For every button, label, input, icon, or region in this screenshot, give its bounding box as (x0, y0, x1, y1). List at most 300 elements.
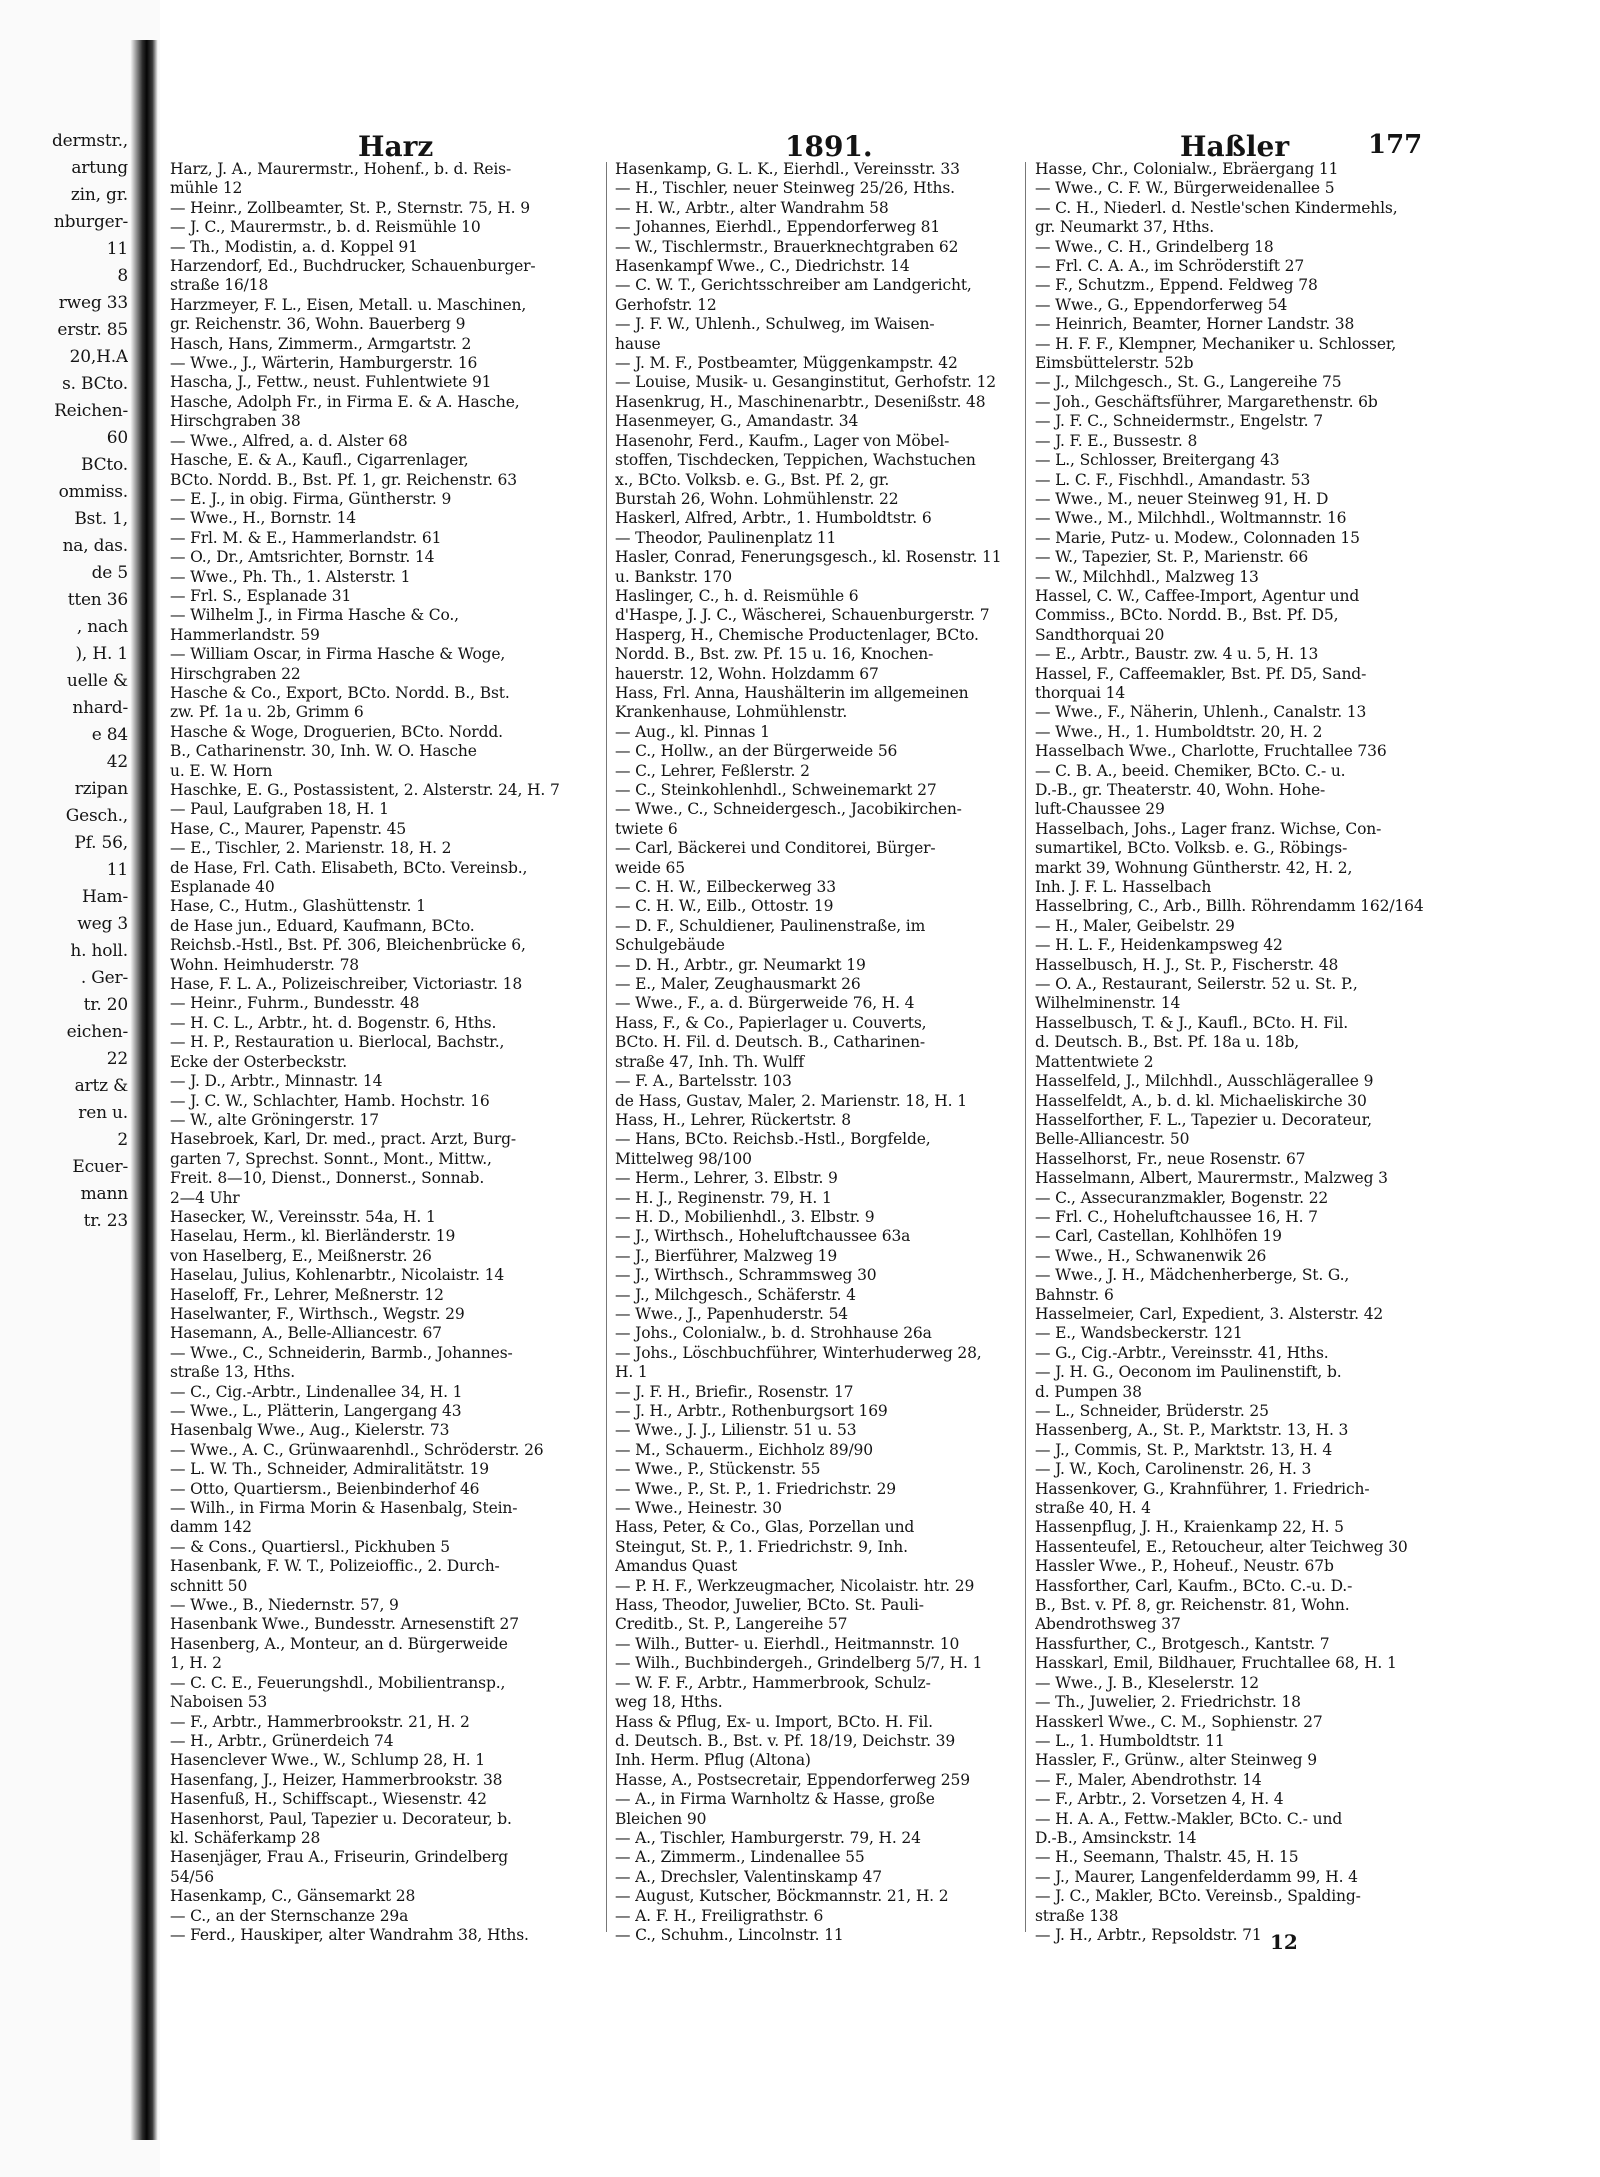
directory-entry: Steingut, St. P., 1. Friedrichstr. 9, Inh. (615, 1537, 908, 1556)
directory-entry: — O. A., Restaurant, Seilerstr. 52 u. St. P., (1035, 975, 1358, 994)
gutter-fragment: BCto. (81, 455, 128, 475)
directory-entry: Hasenkamp, G. L. K., Eierhdl., Vereinsstr. 33 (615, 160, 960, 178)
directory-entry: Hassler, F., Grünw., alter Steinweg 9 (1035, 1751, 1317, 1770)
directory-entry: Harz, J. A., Maurermstr., Hohenf., b. d. Reis- (170, 160, 512, 178)
directory-entry: — A., in Firma Warnholtz & Hasse, große (615, 1790, 935, 1809)
directory-entry: — Wwe., M., Milchhdl., Woltmannstr. 16 (1035, 509, 1347, 528)
directory-entry: — Hans, BCto. Reichsb.-Hstl., Borgfelde, (615, 1130, 931, 1149)
gutter-fragment: uelle & (66, 671, 128, 691)
directory-entry: von Haselberg, E., Meißnerstr. 26 (170, 1246, 432, 1265)
gutter-fragment: nhard- (72, 698, 128, 718)
directory-entry: — Wwe., F., a. d. Bürgerweide 76, H. 4 (615, 994, 915, 1013)
directory-entry: — W., Tapezier, St. P., Marienstr. 66 (1035, 548, 1309, 567)
directory-entry: — Wwe., J., Papenhuderstr. 54 (615, 1304, 849, 1323)
running-head-year: 1891. (785, 130, 873, 163)
gutter-fragment: 20,H.A (69, 347, 128, 367)
directory-entry: — J. W., Koch, Carolinenstr. 26, H. 3 (1035, 1460, 1312, 1479)
directory-entry: — A. F. H., Freiligrathstr. 6 (615, 1906, 824, 1925)
directory-entry: — Louise, Musik- u. Gesanginstitut, Gerhofstr. 12 (615, 373, 997, 392)
directory-entry: Hass, F., & Co., Papierlager u. Couverts, (615, 1013, 927, 1032)
directory-entry: — E., Tischler, 2. Marienstr. 18, H. 2 (170, 839, 452, 858)
directory-entry: d. Pumpen 38 (1035, 1382, 1142, 1401)
directory-entry: Hasenjäger, Frau A., Friseurin, Grindelberg (170, 1848, 509, 1867)
directory-entry: — H. A. A., Fettw.-Makler, BCto. C.- und (1035, 1809, 1343, 1828)
directory-entry: Wohn. Heimhuderstr. 78 (170, 955, 360, 974)
directory-entry: weg 18, Hths. (615, 1693, 723, 1712)
directory-entry: straße 40, H. 4 (1035, 1499, 1151, 1518)
gutter-fragment: tr. 23 (83, 1211, 128, 1231)
directory-entry: — W. F. F., Arbtr., Hammerbrook, Schulz- (615, 1673, 931, 1692)
directory-entry: — J., Bierführer, Malzweg 19 (615, 1246, 838, 1265)
gutter-fragment: tten 36 (67, 590, 128, 610)
directory-entry: Hasselbach, Johs., Lager franz. Wichse, Con- (1035, 819, 1382, 838)
directory-entry: — J. C., Makler, BCto. Vereinsb., Spalding- (1035, 1887, 1361, 1906)
directory-entry: stoffen, Tischdecken, Teppichen, Wachstuchen (615, 451, 976, 470)
directory-entry: de Hase, Frl. Cath. Elisabeth, BCto. Vereinsb., (170, 858, 528, 877)
directory-entry: — Heinr., Fuhrm., Bundesstr. 48 (170, 994, 420, 1013)
directory-entry: — Th., Modistin, a. d. Koppel 91 (170, 237, 418, 256)
directory-entry: Hassfurther, C., Brotgesch., Kantstr. 7 (1035, 1634, 1330, 1653)
directory-entry: — J. D., Arbtr., Minnastr. 14 (170, 1072, 383, 1091)
gutter-fragment: rweg 33 (58, 293, 128, 313)
directory-entry: u. E. W. Horn (170, 761, 273, 780)
directory-entry: Hase, C., Hutm., Glashüttenstr. 1 (170, 897, 426, 916)
gutter-fragment: artung (71, 158, 128, 178)
directory-entry: Hasler, Conrad, Fenerungsgesch., kl. Rosenstr. 11 (615, 548, 1002, 567)
gutter-fragment: zin, gr. (70, 185, 128, 205)
gutter-fragment: erstr. 85 (57, 320, 128, 340)
directory-entry: Hassenberg, A., St. P., Marktstr. 13, H. 3 (1035, 1421, 1349, 1440)
directory-entry: Hasselbusch, H. J., St. P., Fischerstr. 48 (1035, 955, 1339, 974)
directory-entry: — J. F. C., Schneidermstr., Engelstr. 7 (1035, 412, 1323, 431)
directory-entry: — L. C. F., Fischhdl., Amandastr. 53 (1035, 470, 1311, 489)
gutter-fragment: 8 (117, 266, 128, 286)
gutter-fragment: h. holl. (70, 941, 128, 961)
directory-entry: weide 65 (615, 858, 685, 877)
gutter-fragment: dermstr., (51, 131, 128, 151)
directory-entry: Nordd. B., Bst. zw. Pf. 15 u. 16, Knochen- (615, 645, 934, 664)
directory-entry: Hasch, Hans, Zimmerm., Armgartstr. 2 (170, 334, 472, 353)
directory-entry: H. 1 (615, 1363, 648, 1382)
directory-entry: Harzmeyer, F. L., Eisen, Metall. u. Maschinen, (170, 295, 527, 314)
directory-entry: Ecke der Osterbeckstr. (170, 1052, 348, 1071)
directory-entry: zw. Pf. 1a u. 2b, Grimm 6 (170, 703, 364, 722)
directory-entry: Hasemann, A., Belle-Alliancestr. 67 (170, 1324, 442, 1343)
directory-entry: — Herm., Lehrer, 3. Elbstr. 9 (615, 1169, 838, 1188)
directory-entry: Hasenkampf Wwe., C., Diedrichstr. 14 (615, 257, 910, 276)
directory-entry: — Paul, Laufgraben 18, H. 1 (170, 800, 389, 819)
gutter-fragment: e 84 (91, 725, 128, 745)
directory-entry: Hasperg, H., Chemische Productenlager, BCto. (615, 625, 979, 644)
directory-entry: — C., Assecuranzmakler, Bogenstr. 22 (1035, 1188, 1329, 1207)
directory-entry: Hasenbank Wwe., Bundesstr. Arnesenstift 27 (170, 1615, 519, 1634)
directory-entry: — Wilh., in Firma Morin & Hasenbalg, Stein- (170, 1499, 518, 1518)
directory-entry: Hase, C., Maurer, Papenstr. 45 (170, 819, 407, 838)
directory-entry: — Heinr., Zollbeamter, St. P., Sternstr. 75, H. 9 (170, 198, 530, 217)
directory-entry: Hassenteufel, E., Retoucheur, alter Teichweg 30 (1035, 1537, 1408, 1556)
directory-entry: — J. H., Arbtr., Repsoldstr. 71 (1035, 1925, 1262, 1944)
directory-entry: Hasche, Adolph Fr., in Firma E. & A. Hasche, (170, 392, 520, 411)
directory-entry: Hasenhorst, Paul, Tapezier u. Decorateur, b. (170, 1809, 512, 1828)
directory-entry: d. Deutsch. B., Bst. v. Pf. 18/19, Deichstr. 39 (615, 1731, 956, 1750)
directory-entry: — J., Milchgesch., St. G., Langereihe 75 (1035, 373, 1342, 392)
directory-entry: — Carl, Bäckerei und Conditorei, Bürger- (615, 839, 936, 858)
directory-entry: — August, Kutscher, Böckmannstr. 21, H. 2 (615, 1887, 949, 1906)
directory-entry: de Hass, Gustav, Maler, 2. Marienstr. 18, H. 1 (615, 1091, 967, 1110)
directory-entry: thorquai 14 (1035, 683, 1126, 702)
directory-entry: Hassler Wwe., P., Hoheuf., Neustr. 67b (1035, 1557, 1334, 1576)
directory-entry: — Heinrich, Beamter, Horner Landstr. 38 (1035, 315, 1355, 334)
gutter-fragment: Ham- (81, 887, 128, 907)
directory-entry: Eimsbüttelerstr. 52b (1035, 354, 1194, 373)
directory-entry: Hasselbach Wwe., Charlotte, Fruchtallee 736 (1035, 742, 1387, 761)
directory-entry: Hasselforther, F. L., Tapezier u. Decorateur, (1035, 1110, 1372, 1129)
book-spine-shadow (130, 40, 158, 2140)
directory-entry: — P. H. F., Werkzeugmacher, Nicolaistr. htr. 29 (615, 1576, 975, 1595)
directory-entry: — & Cons., Quartiersl., Pickhuben 5 (170, 1537, 450, 1556)
directory-entry: — Theodor, Paulinenplatz 11 (615, 528, 837, 547)
directory-entry: — W., Milchhdl., Malzweg 13 (1035, 567, 1259, 586)
directory-entry: Hass, Frl. Anna, Haushälterin im allgemeinen (615, 683, 969, 702)
directory-entry: Belle-Alliancestr. 50 (1035, 1130, 1190, 1149)
directory-entry: — A., Drechsler, Valentinskamp 47 (615, 1867, 882, 1886)
directory-entry: BCto. H. Fil. d. Deutsch. B., Catharinen- (615, 1033, 925, 1052)
gutter-fragment: s. BCto. (62, 374, 128, 394)
directory-entry: — Wwe., J. J., Lilienstr. 51 u. 53 (615, 1421, 857, 1440)
directory-entry: — Wwe., C. H., Grindelberg 18 (1035, 237, 1274, 256)
directory-entry: — J. C., Maurermstr., b. d. Reismühle 10 (170, 218, 481, 237)
directory-entry: Hassenkover, G., Krahnführer, 1. Friedrich- (1035, 1479, 1370, 1498)
directory-entry: — Wwe., J. B., Kleselerstr. 12 (1035, 1673, 1259, 1692)
directory-entry: kl. Schäferkamp 28 (170, 1828, 321, 1847)
directory-entry: d. Deutsch. B., Bst. Pf. 18a u. 18b, (1035, 1033, 1300, 1052)
directory-entry: Hammerlandstr. 59 (170, 625, 320, 644)
directory-entry: markt 39, Wohnung Güntherstr. 42, H. 2, (1035, 858, 1353, 877)
directory-entry: — Wilh., Butter- u. Eierhdl., Heitmannstr. 10 (615, 1634, 960, 1653)
directory-entry: — C., Steinkohlenhdl., Schweinemarkt 27 (615, 781, 937, 799)
directory-entry: — J. F. W., Uhlenh., Schulweg, im Waisen- (615, 315, 935, 334)
directory-entry: — C., Lehrer, Feßlerstr. 2 (615, 761, 810, 780)
directory-entry: Haselau, Herm., kl. Bierländerstr. 19 (170, 1227, 456, 1246)
gutter-fragment: , nach (76, 617, 128, 637)
directory-entry: Haselau, Julius, Kohlenarbtr., Nicolaistr. 14 (170, 1266, 505, 1285)
directory-entry: Bleichen 90 (615, 1809, 707, 1828)
directory-entry: — C. B. A., beeid. Chemiker, BCto. C.- u. (1035, 761, 1346, 780)
directory-entry: schnitt 50 (170, 1576, 248, 1595)
directory-entry: — F., Arbtr., Hammerbrookstr. 21, H. 2 (170, 1712, 470, 1731)
gutter-fragment: Reichen- (54, 401, 128, 421)
directory-entry: Hasenmeyer, G., Amandastr. 34 (615, 412, 859, 431)
directory-entry: — C., Hollw., an der Bürgerweide 56 (615, 742, 898, 761)
directory-entry: Hasenfang, J., Heizer, Hammerbrookstr. 38 (170, 1770, 503, 1789)
directory-entry: — F., Arbtr., 2. Vorsetzen 4, H. 4 (1035, 1790, 1284, 1809)
directory-entry: Hasskarl, Emil, Bildhauer, Fruchtallee 68, H. 1 (1035, 1654, 1397, 1673)
gutter-fragment: 60 (106, 428, 128, 448)
directory-entry: — Otto, Quartiersm., Beienbinderhof 46 (170, 1479, 480, 1498)
running-head-right: Haßler (1180, 130, 1290, 163)
directory-entry: — J. F. E., Bussestr. 8 (1035, 431, 1198, 450)
directory-entry: — Joh., Geschäftsführer, Margarethenstr. 6b (1035, 392, 1378, 411)
directory-entry: straße 47, Inh. Th. Wulff (615, 1052, 804, 1071)
directory-entry: — F., Maler, Abendrothstr. 14 (1035, 1770, 1262, 1789)
directory-entry: Creditb., St. P., Langereihe 57 (615, 1615, 848, 1634)
directory-entry: — C. H. W., Eilb., Ottostr. 19 (615, 897, 834, 916)
directory-entry: — D. F., Schuldiener, Paulinenstraße, im (615, 916, 926, 935)
directory-entry: — Wilhelm J., in Firma Hasche & Co., (170, 606, 459, 625)
directory-entry: — Wwe., H., 1. Humboldtstr. 20, H. 2 (1035, 722, 1323, 741)
directory-entry: Esplanade 40 (170, 878, 275, 897)
directory-entry: — Wwe., C., Schneiderin, Barmb., Johannes- (170, 1343, 513, 1362)
directory-entry: — J., Wirthsch., Schrammsweg 30 (615, 1266, 877, 1285)
directory-entry: Hasenbank, F. W. T., Polizeioffic., 2. Durch- (170, 1557, 500, 1576)
directory-entry: — Wwe., Heinestr. 30 (615, 1499, 782, 1518)
directory-entry: B., Bst. v. Pf. 8, gr. Reichenstr. 81, Wohn. (1035, 1596, 1350, 1615)
directory-entry: — J., Maurer, Langenfelderdamm 99, H. 4 (1035, 1867, 1358, 1886)
gutter-fragment: 22 (106, 1049, 128, 1069)
directory-entry: — Frl. S., Esplanade 31 (170, 586, 352, 605)
directory-entry: straße 138 (1035, 1906, 1119, 1925)
directory-entry: — D. H., Arbtr., gr. Neumarkt 19 (615, 955, 866, 974)
directory-entry: straße 13, Hths. (170, 1363, 296, 1382)
directory-entry: — Johs., Colonialw., b. d. Strohhause 26a (615, 1324, 932, 1343)
directory-entry: BCto. Nordd. B., Bst. Pf. 1, gr. Reichenstr. 63 (170, 470, 517, 489)
directory-entry: — Aug., kl. Pinnas 1 (615, 722, 770, 741)
directory-entry: Hasenclever Wwe., W., Schlump 28, H. 1 (170, 1751, 485, 1770)
directory-entry: gr. Reichenstr. 36, Wohn. Bauerberg 9 (170, 315, 466, 334)
directory-entry: — J. H. G., Oeconom im Paulinenstift, b. (1035, 1363, 1342, 1382)
running-head-left: Harz (358, 130, 434, 163)
directory-entry: D.-B., Amsinckstr. 14 (1035, 1828, 1197, 1847)
directory-entry: — H. W., Arbtr., alter Wandrahm 58 (615, 198, 889, 217)
directory-entry: Hasenkamp, C., Gänsemarkt 28 (170, 1887, 416, 1906)
directory-entry: — Wwe., L., Plätterin, Langergang 43 (170, 1402, 462, 1420)
directory-entry: Hass, Peter, & Co., Glas, Porzellan und (615, 1518, 915, 1537)
directory-entry: — H. F. F., Klempner, Mechaniker u. Schlosser, (1035, 334, 1397, 353)
gutter-fragment: rzipan (74, 779, 128, 799)
gutter-fragment: Gesch., (65, 806, 128, 826)
directory-entry: hause (615, 334, 661, 353)
directory-entry: — Wilh., Buchbindergeh., Grindelberg 5/7, H. 1 (615, 1654, 983, 1673)
directory-entry: — Wwe., C. F. W., Bürgerweidenallee 5 (1035, 179, 1335, 198)
directory-entry: Hasse, Chr., Colonialw., Ebräergang 11 (1035, 160, 1339, 178)
directory-entry: Hasenbalg Wwe., Aug., Kielerstr. 73 (170, 1421, 450, 1440)
directory-entry: Inh. Herm. Pflug (Altona) (615, 1751, 811, 1770)
directory-entry: — Wwe., Alfred, a. d. Alster 68 (170, 431, 408, 450)
directory-entry: — M., Schauerm., Eichholz 89/90 (615, 1440, 873, 1459)
directory-entry: — H. D., Mobilienhdl., 3. Elbstr. 9 (615, 1207, 875, 1226)
directory-entry: — Wwe., A. C., Grünwaarenhdl., Schröderstr. 26 (170, 1440, 544, 1459)
directory-column-1 (170, 160, 600, 1945)
directory-entry: Hasche, E. & A., Kaufl., Cigarrenlager, (170, 451, 469, 470)
directory-entry: d'Haspe, J. J. C., Wäscherei, Schauenburgerstr. 7 (615, 606, 990, 625)
directory-entry: — Frl. M. & E., Hammerlandstr. 61 (170, 528, 442, 547)
gutter-fragment: tr. 20 (83, 995, 128, 1015)
directory-entry: Harzendorf, Ed., Buchdrucker, Schauenburger- (170, 257, 536, 276)
directory-entry: — L., Schneider, Brüderstr. 25 (1035, 1402, 1269, 1420)
directory-entry: — G., Cig.-Arbtr., Vereinsstr. 41, Hths. (1035, 1343, 1329, 1362)
gutter-fragment: 42 (106, 752, 128, 772)
directory-column-2 (615, 160, 1025, 1945)
directory-entry: — Wwe., P., St. P., 1. Friedrichstr. 29 (615, 1479, 896, 1498)
directory-entry: — Wwe., Ph. Th., 1. Alsterstr. 1 (170, 567, 411, 586)
directory-entry: Haselwanter, F., Wirthsch., Wegstr. 29 (170, 1304, 465, 1323)
directory-entry: Haschke, E. G., Postassistent, 2. Alsterstr. 24, H. 7 (170, 781, 560, 799)
directory-entry: 54/56 (170, 1867, 214, 1886)
directory-entry: Bahnstr. 6 (1035, 1285, 1114, 1304)
directory-entry: 1, H. 2 (170, 1654, 222, 1673)
directory-entry: — Johs., Löschbuchführer, Winterhuderweg 28, (615, 1343, 982, 1362)
directory-entry: — A., Tischler, Hamburgerstr. 79, H. 24 (615, 1828, 921, 1847)
directory-entry: — Carl, Castellan, Kohlhöfen 19 (1035, 1227, 1282, 1246)
gutter-fragment: de 5 (91, 563, 128, 583)
directory-entry: Hasse, A., Postsecretair, Eppendorferweg 259 (615, 1770, 970, 1789)
directory-entry: luft-Chaussee 29 (1035, 800, 1165, 819)
directory-entry: — W., alte Gröningerstr. 17 (170, 1110, 379, 1129)
directory-entry: — C. H., Niederl. d. Nestle'schen Kindermehls, (1035, 198, 1398, 217)
adjacent-page-text (0, 128, 128, 1235)
directory-entry: Hasenkrug, H., Maschinenarbtr., Desenißstr. 48 (615, 392, 986, 411)
directory-entry: — W., Tischlermstr., Brauerknechtgraben 62 (615, 237, 959, 256)
directory-entry: — C. H. W., Eilbeckerweg 33 (615, 878, 836, 897)
directory-entry: Hirschgraben 22 (170, 664, 301, 683)
directory-entry: Haseloff, Fr., Lehrer, Meßnerstr. 12 (170, 1285, 444, 1304)
directory-entry: — William Oscar, in Firma Hasche & Woge, (170, 645, 506, 664)
directory-entry: Hassel, F., Caffeemakler, Bst. Pf. D5, Sand- (1035, 664, 1367, 683)
gutter-fragment: ommiss. (58, 482, 128, 502)
directory-entry: Krankenhause, Lohmühlenstr. (615, 703, 848, 722)
gutter-fragment: mann (80, 1184, 128, 1204)
directory-entry: Hass & Pflug, Ex- u. Import, BCto. H. Fil. (615, 1712, 933, 1731)
directory-entry: — H., Arbtr., Grünerdeich 74 (170, 1731, 394, 1750)
directory-entry: — Wwe., B., Niedernstr. 57, 9 (170, 1596, 399, 1615)
gutter-fragment: ren u. (78, 1103, 128, 1123)
directory-entry: Hassel, C. W., Caffee-Import, Agentur und (1035, 586, 1360, 605)
directory-entry: Hirschgraben 38 (170, 412, 301, 431)
directory-entry: Wilhelminenstr. 14 (1035, 994, 1181, 1013)
directory-entry: — Johannes, Eierhdl., Eppendorferweg 81 (615, 218, 941, 237)
directory-entry: — J., Commis, St. P., Marktstr. 13, H. 4 (1035, 1440, 1333, 1459)
directory-entry: Schulgebäude (615, 936, 725, 955)
directory-entry: — Wwe., H., Bornstr. 14 (170, 509, 357, 528)
gutter-fragment: Pf. 56, (74, 833, 128, 853)
directory-entry: — L., 1. Humboldtstr. 11 (1035, 1731, 1225, 1750)
directory-entry: Naboisen 53 (170, 1693, 268, 1712)
directory-entry: Hascha, J., Fettw., neust. Fuhlentwiete 91 (170, 373, 492, 392)
signature-mark: 12 (1270, 1930, 1298, 1954)
directory-entry: garten 7, Sprechst. Sonnt., Mont., Mittw., (170, 1149, 492, 1168)
gutter-fragment: ), H. 1 (75, 644, 128, 664)
directory-entry: — H. C. L., Arbtr., ht. d. Bogenstr. 6, Hths. (170, 1013, 497, 1032)
gutter-fragment: 11 (106, 860, 128, 880)
gutter-fragment: artz & (74, 1076, 128, 1096)
directory-entry: Haskerl, Alfred, Arbtr., 1. Humboldtstr. 6 (615, 509, 932, 528)
directory-entry: — J. M. F., Postbeamter, Müggenkampstr. 42 (615, 354, 958, 373)
directory-entry: Hasselhorst, Fr., neue Rosenstr. 67 (1035, 1149, 1306, 1168)
directory-entry: Hasenfuß, H., Schiffscapt., Wiesenstr. 42 (170, 1790, 487, 1809)
directory-entry: — Wwe., P., Stückenstr. 55 (615, 1460, 821, 1479)
directory-entry: x., BCto. Volksb. e. G., Bst. Pf. 2, gr. (615, 470, 890, 489)
directory-entry: de Hase jun., Eduard, Kaufmann, BCto. (170, 916, 475, 935)
gutter-fragment: 2 (117, 1130, 128, 1150)
directory-entry: Hassforther, Carl, Kaufm., BCto. C.-u. D.- (1035, 1576, 1353, 1595)
gutter-fragment: weg 3 (77, 914, 128, 934)
directory-entry: gr. Neumarkt 37, Hths. (1035, 218, 1214, 237)
directory-entry: Hasebroek, Karl, Dr. med., pract. Arzt, Burg- (170, 1130, 516, 1149)
directory-entry: — H. P., Restauration u. Bierlocal, Bachstr., (170, 1033, 505, 1052)
directory-entry: Reichsb.-Hstl., Bst. Pf. 306, Bleichenbrücke 6, (170, 936, 526, 955)
directory-entry: — E., Wandsbeckerstr. 121 (1035, 1324, 1243, 1343)
directory-entry: Freit. 8—10, Dienst., Donnerst., Sonnab. (170, 1169, 485, 1188)
directory-entry: — H. L. F., Heidenkampsweg 42 (1035, 936, 1283, 955)
directory-entry: — Wwe., H., Schwanenwik 26 (1035, 1246, 1267, 1265)
gutter-fragment: eichen- (66, 1022, 128, 1042)
directory-entry: Burstah 26, Wohn. Lohmühlenstr. 22 (615, 489, 899, 508)
directory-entry: D.-B., gr. Theaterstr. 40, Wohn. Hohe- (1035, 781, 1326, 799)
directory-entry: — O., Dr., Amtsrichter, Bornstr. 14 (170, 548, 435, 567)
directory-entry: hauerstr. 12, Wohn. Holzdamm 67 (615, 664, 879, 683)
directory-entry: — H., Maler, Geibelstr. 29 (1035, 916, 1235, 935)
directory-entry: — C., an der Sternschanze 29a (170, 1906, 409, 1925)
gutter-fragment: 11 (106, 239, 128, 259)
directory-entry: — J., Milchgesch., Schäferstr. 4 (615, 1285, 856, 1304)
directory-entry: Hasche & Co., Export, BCto. Nordd. B., Bst. (170, 683, 510, 702)
directory-entry: Hasselmeier, Carl, Expedient, 3. Alsterstr. 42 (1035, 1304, 1384, 1323)
directory-column-3 (1035, 160, 1430, 1945)
gutter-fragment: Ecuer- (72, 1157, 128, 1177)
directory-entry: Mattentwiete 2 (1035, 1052, 1154, 1071)
directory-entry: Haslinger, C., h. d. Reismühle 6 (615, 586, 859, 605)
directory-entry: — A., Zimmerm., Lindenallee 55 (615, 1848, 865, 1867)
directory-entry: — E., Maler, Zeughausmarkt 26 (615, 975, 861, 994)
directory-entry: — Wwe., M., neuer Steinweg 91, H. D (1035, 489, 1329, 508)
directory-entry: Commiss., BCto. Nordd. B., Bst. Pf. D5, (1035, 606, 1339, 625)
directory-entry: — E., Arbtr., Baustr. zw. 4 u. 5, H. 13 (1035, 645, 1319, 664)
directory-entry: Sandthorquai 20 (1035, 625, 1165, 644)
directory-entry: — C. W. T., Gerichtsschreiber am Landgericht, (615, 276, 972, 295)
gutter-fragment: Bst. 1, (74, 509, 128, 529)
directory-entry: B., Catharinenstr. 30, Inh. W. O. Hasche (170, 742, 477, 761)
directory-entry: 2—4 Uhr (170, 1188, 240, 1207)
directory-entry: straße 16/18 (170, 276, 269, 295)
directory-entry: — Wwe., G., Eppendorferweg 54 (1035, 295, 1288, 314)
directory-entry: Hasecker, W., Vereinsstr. 54a, H. 1 (170, 1207, 436, 1226)
directory-entry: — Wwe., J. H., Mädchenherberge, St. G., (1035, 1266, 1350, 1285)
directory-entry: Hasselfeld, J., Milchhdl., Ausschlägerallee 9 (1035, 1072, 1374, 1091)
column-rule (1025, 162, 1026, 1932)
directory-entry: — E. J., in obig. Firma, Güntherstr. 9 (170, 489, 452, 508)
directory-entry: Hasenohr, Ferd., Kaufm., Lager von Möbel- (615, 431, 950, 450)
directory-entry: twiete 6 (615, 819, 678, 838)
directory-entry: u. Bankstr. 170 (615, 567, 732, 586)
directory-entry: Hass, Theodor, Juwelier, BCto. St. Pauli- (615, 1596, 924, 1615)
directory-entry: — Wwe., F., Näherin, Uhlenh., Canalstr. 13 (1035, 703, 1367, 722)
directory-entry: — Frl. C. A. A., im Schröderstift 27 (1035, 257, 1305, 276)
directory-entry: Hasselbring, C., Arb., Billh. Röhrendamm 162/164 (1035, 897, 1424, 916)
directory-entry: — H., Seemann, Thalstr. 45, H. 15 (1035, 1848, 1299, 1867)
directory-entry: Hasenberg, A., Monteur, an d. Bürgerweide (170, 1634, 508, 1653)
directory-entry: Abendrothsweg 37 (1035, 1615, 1181, 1634)
directory-entry: sumartikel, BCto. Volksb. e. G., Röbings- (1035, 839, 1348, 858)
directory-entry: Mittelweg 98/100 (615, 1149, 752, 1168)
directory-entry: — J. C. W., Schlachter, Hamb. Hochstr. 16 (170, 1091, 490, 1110)
directory-entry: — H. J., Reginenstr. 79, H. 1 (615, 1188, 832, 1207)
directory-entry: — Th., Juwelier, 2. Friedrichstr. 18 (1035, 1693, 1301, 1712)
directory-entry: — Frl. C., Hoheluftchaussee 16, H. 7 (1035, 1207, 1318, 1226)
directory-entry: Hasche & Woge, Droguerien, BCto. Nordd. (170, 722, 503, 741)
directory-entry: — J., Wirthsch., Hoheluftchaussee 63a (615, 1227, 911, 1246)
directory-entry: — Wwe., C., Schneidergesch., Jacobikirchen- (615, 800, 962, 819)
directory-entry: — Ferd., Hauskiper, alter Wandrahm 38, Hths. (170, 1925, 529, 1944)
